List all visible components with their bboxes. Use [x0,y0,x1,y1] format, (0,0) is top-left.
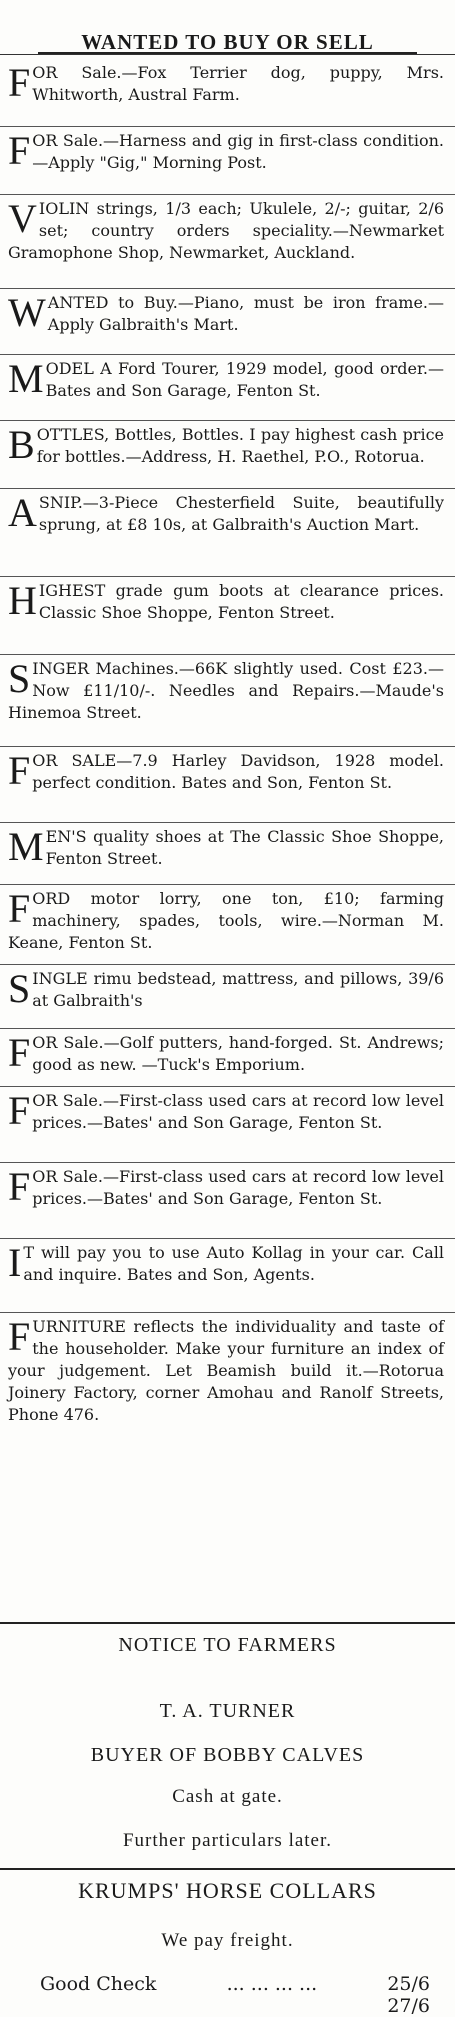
drop-cap: F [8,1164,31,1209]
notice-line-1: Cash at gate. [172,1786,283,1807]
price-item-name: Good Check [40,1973,157,1995]
classified-ad [8,1316,444,1426]
price-item-dots: ... ... ... ... [226,1973,318,1995]
classified-ad [8,130,444,174]
ad-text: SNIP.—3-Piece Chesterfield Suite, beautifully sprung, at £8 10s, at Galbraith's Auction Mart. [38,493,444,534]
ad-text: OR Sale.—First-class used cars at record low level prices.—Bates' and Son Garage, Fenton St. [32,1091,444,1132]
section-title: WANTED TO BUY OR SELL [81,30,374,54]
classified-ad [8,968,444,1012]
drop-cap: V [8,196,37,241]
ad-text: INGLE rimu bedstead, mattress, and pillows, 39/6 at Galbraith's [32,969,444,1010]
classified-ad [8,358,444,402]
ad-divider [0,126,455,127]
classified-ad [8,1032,444,1076]
ad-divider [0,288,455,289]
classified-ad [8,1166,444,1210]
drop-cap: F [8,886,31,931]
title-underline [38,52,417,54]
ad-divider [0,822,455,823]
ad-divider [0,194,455,195]
drop-cap: F [8,748,31,793]
krumps-divider [0,1868,455,1870]
drop-cap: F [8,1088,31,1133]
classified-ad [8,750,444,794]
classified-ad [8,62,444,106]
ad-divider [0,1028,455,1029]
buyer-name: T. A. TURNER [159,1700,296,1722]
ad-divider [0,1162,455,1163]
classified-ad [8,198,444,264]
ad-text: IGHEST grade gum boots at clearance prices. Classic Shoe Shoppe, Fenton Street. [38,581,444,622]
ad-text: OR SALE—7.9 Harley Davidson, 1928 model. perfect condition. Bates and Son, Fenton St. [32,751,444,792]
ad-divider [0,654,455,655]
classified-ad [8,424,444,468]
drop-cap: F [8,128,31,173]
drop-cap: W [8,290,46,335]
ad-text: INGER Machines.—66K slightly used. Cost £23.—Now £11/10/-. Needles and Repairs.—Maude's Hinemoa Street. [8,659,444,722]
notice-line-2: Further particulars later. [122,1830,333,1851]
drop-cap: M [8,824,44,869]
classified-ad [8,888,444,954]
ad-text: ODEL A Ford Tourer, 1929 model, good order.—Bates and Son Garage, Fenton St. [45,359,444,400]
price-row [40,1973,430,1995]
classified-ad [8,658,444,724]
drop-cap: F [8,1314,31,1359]
drop-cap: H [8,578,37,623]
drop-cap: M [8,356,44,401]
ad-text: EN'S quality shoes at The Classic Shoe Shoppe, Fenton Street. [45,827,444,868]
classified-ad [8,1242,444,1286]
ad-divider [0,354,455,355]
ad-divider [0,1312,455,1313]
ad-divider [0,746,455,747]
classified-ad [8,1090,444,1134]
ad-text: ANTED to Buy.—Piano, must be iron frame.—Apply Galbraith's Mart. [47,293,444,334]
ad-divider [0,1238,455,1239]
drop-cap: A [8,490,37,535]
drop-cap: F [8,60,31,105]
drop-cap: S [8,966,31,1011]
ad-divider [0,420,455,421]
drop-cap: B [8,422,35,467]
ad-text: IOLIN strings, 1/3 each; Ukulele, 2/-; guitar, 2/6 set; country orders speciality.—Newmarket Gramophone Shop, Newmarket, Auckland. [8,199,444,262]
krumps-freight: We pay freight. [161,1930,294,1951]
ad-divider [0,964,455,965]
price-list [40,1973,430,2017]
classified-ad [8,292,444,336]
buyer-business: BUYER OF BOBBY CALVES [90,1744,365,1766]
classified-ad [8,826,444,870]
price-item-price: 27/6 [387,1995,430,2017]
ad-divider [0,488,455,489]
section-header [0,0,455,55]
ad-text: OR Sale.—Harness and gig in first-class condition.—Apply "Gig," Morning Post. [32,131,444,172]
ad-text: T will pay you to use Auto Kollag in your car. Call and inquire. Bates and Son, Agents. [23,1243,444,1284]
drop-cap: S [8,656,31,701]
ad-text: OTTLES, Bottles, Bottles. I pay highest cash price for bottles.—Address, H. Raethel, P.O., Rotorua. [36,425,444,466]
ad-divider [0,576,455,577]
ad-text: URNITURE reflects the individuality and taste of the householder. Make your furniture an index of your judgement. Let Beamish build it.—Rotorua Joinery Factory, corner Amohau and Ranolf Streets, Phone 476. [8,1317,444,1424]
ad-text: OR Sale.—Fox Terrier dog, puppy, Mrs. Whitworth, Austral Farm. [32,63,444,104]
ad-divider [0,1086,455,1087]
notice-heading: NOTICE TO FARMERS [118,1634,337,1656]
classified-ad [8,580,444,624]
drop-cap: F [8,1030,31,1075]
ad-text: OR Sale.—Golf putters, hand-forged. St. Andrews; good as new. —Tuck's Emporium. [32,1033,444,1074]
drop-cap: I [8,1240,22,1285]
ad-text: ORD motor lorry, one ton, £10; farming machinery, spades, tools, wire.—Norman M. Keane, Fenton St. [8,889,444,952]
ad-divider [0,884,455,885]
price-row [40,1995,430,2017]
krumps-heading: KRUMPS' HORSE COLLARS [78,1878,377,1903]
ad-text: OR Sale.—First-class used cars at record low level prices.—Bates' and Son Garage, Fenton St. [32,1167,444,1208]
price-item-price: 25/6 [387,1973,430,1995]
classified-ad [8,492,444,536]
notice-divider [0,1622,455,1624]
